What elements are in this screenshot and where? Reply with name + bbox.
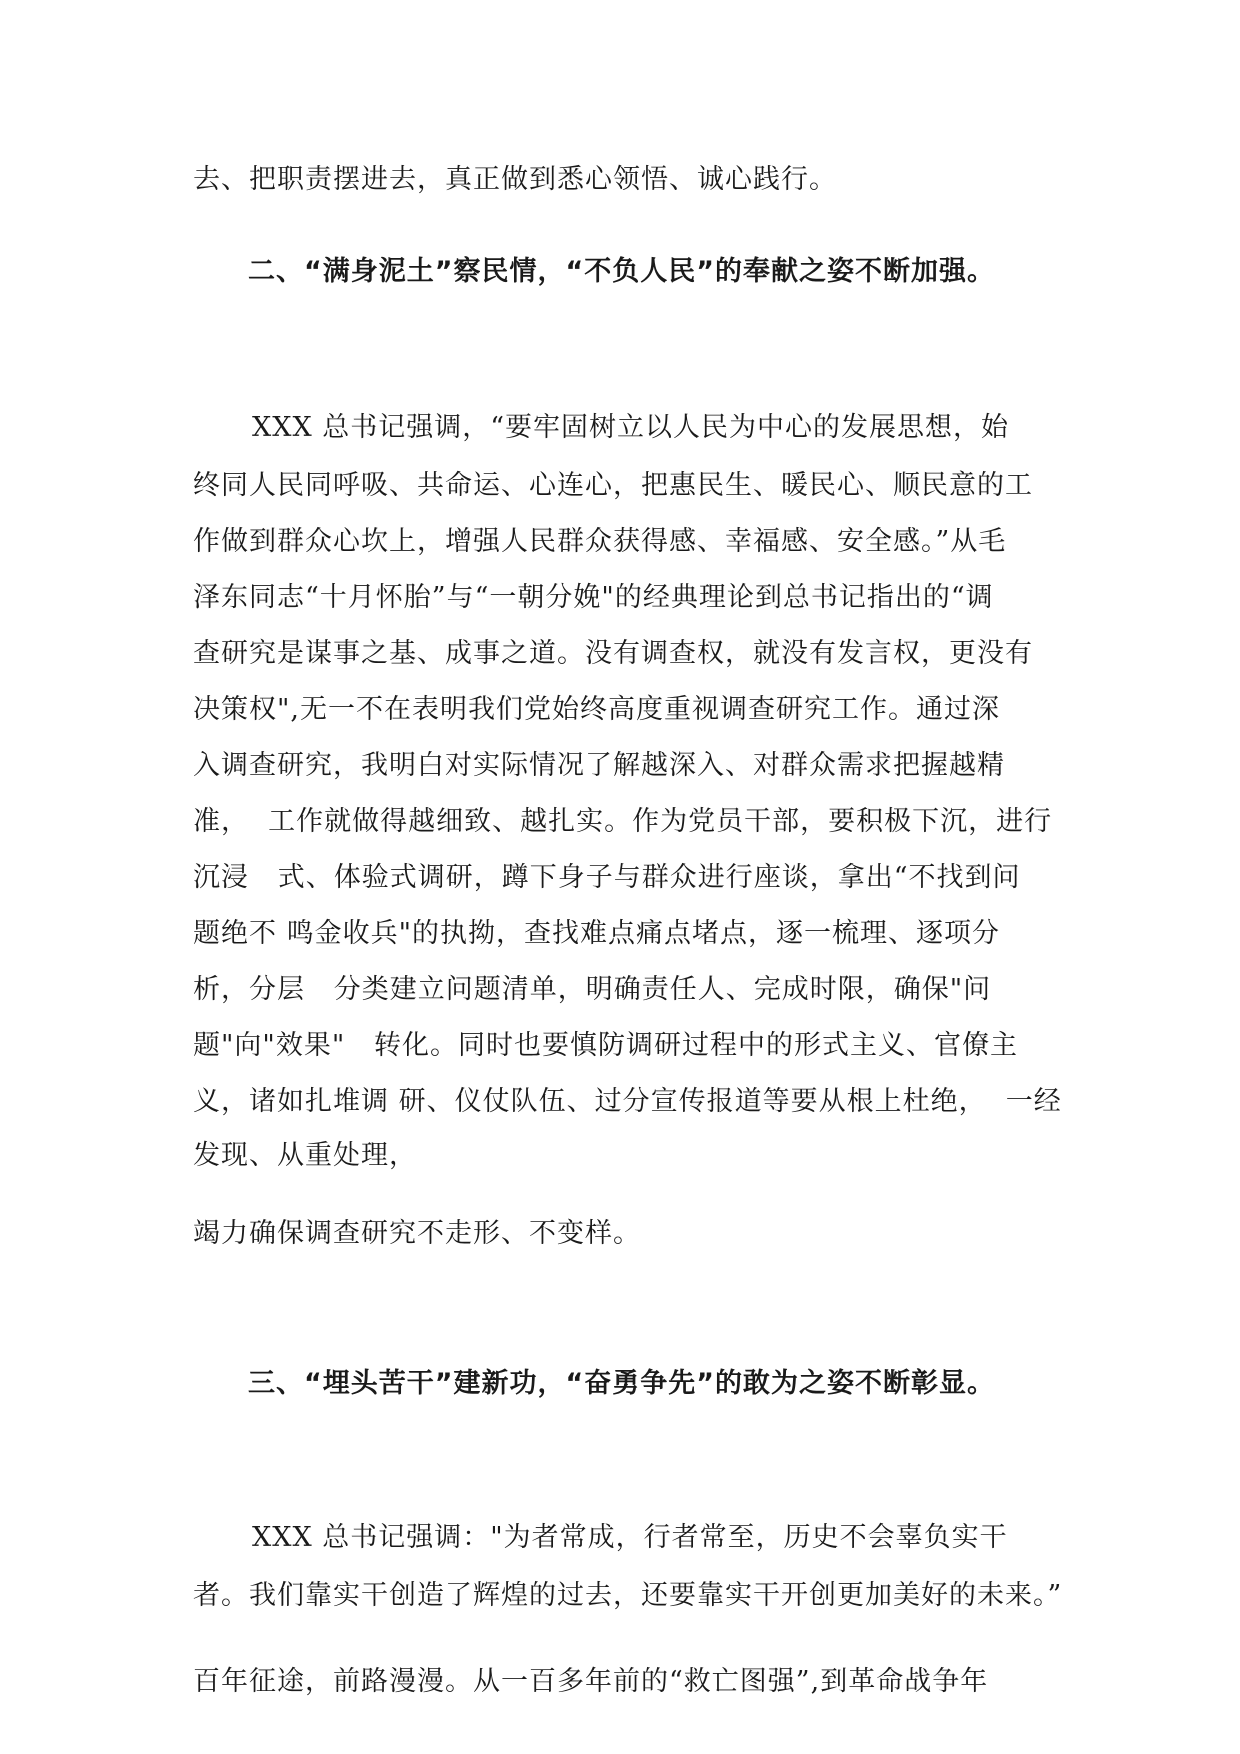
body-line: 作做到群众心坎上，增强人民群众获得感、幸福感、安全感。”从毛 [193, 526, 1007, 557]
body-line: 者。我们靠实干创造了辉煌的过去，还要靠实干开创更加美好的未来。” [193, 1580, 1063, 1611]
body-line: 题"向"效果" 转化。同时也要慎防调研过程中的形式主义、官僚主 [193, 1030, 1019, 1061]
body-line: 查研究是谋事之基、成事之道。没有调查权，就没有发言权，更没有 [193, 638, 1033, 669]
body-line: XXX 总书记强调："为者常成，行者常至，历史不会辜负实干 [252, 1522, 1008, 1553]
paragraph-fragment: 去、把职责摆进去，真正做到悉心领悟、诚心践行。 [193, 164, 837, 195]
body-line: 泽东同志“十月怀胎”与“一朝分娩"的经典理论到总书记指出的“调 [193, 582, 994, 613]
body-line: 入调查研究，我明白对实际情况了解越深入、对群众需求把握越精 [193, 750, 1005, 781]
body-line: 准， 工作就做得越细致、越扎实。作为党员干部，要积极下沉，进行 [193, 806, 1053, 837]
body-line: 终同人民同呼吸、共命运、心连心，把惠民生、暖民心、顺民意的工 [193, 470, 1033, 501]
body-line: 百年征途，前路漫漫。从一百多年前的“救亡图强”,到革命战争年 [193, 1666, 989, 1697]
body-line: 决策权",无一不在表明我们党始终高度重视调查研究工作。通过深 [193, 694, 1001, 725]
body-line: 题绝不 鸣金收兵"的执拗，查找难点痛点堵点，逐一梳理、逐项分 [193, 918, 1001, 949]
body-line: XXX 总书记强调，“要牢固树立以人民为中心的发展思想，始 [252, 412, 1010, 443]
body-line: 析，分层 分类建立问题清单，明确责任人、完成时限，确保"问 [193, 974, 992, 1005]
body-line: 发现、从重处理， [193, 1140, 417, 1171]
body-line: 竭力确保调查研究不走形、不变样。 [193, 1218, 641, 1249]
section-heading-2: 二、“满身泥土”察民情，“不负人民”的奉献之姿不断加强。 [248, 256, 995, 287]
section-heading-3: 三、“埋头苦干”建新功，“奋勇争先”的敢为之姿不断彰显。 [248, 1368, 995, 1399]
body-line: 义，诸如扎堆调 研、仪仗队伍、过分宣传报道等要从根上杜绝， 一经 [193, 1086, 1062, 1117]
body-line: 沉浸 式、体验式调研，蹲下身子与群众进行座谈，拿出“不找到问 [193, 862, 1021, 893]
